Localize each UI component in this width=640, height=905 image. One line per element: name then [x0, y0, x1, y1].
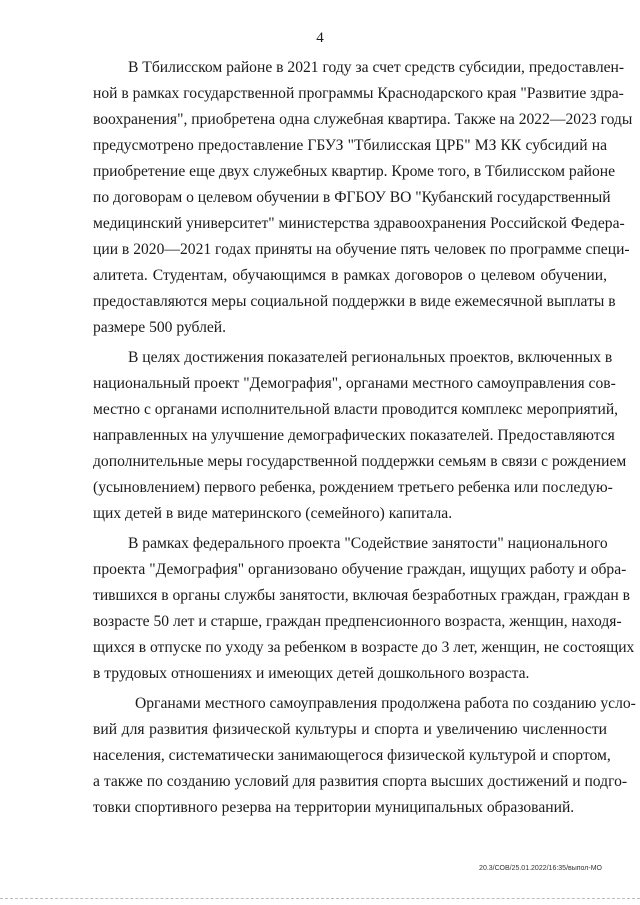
paragraph-3-line-6: в трудовых отношениях и имеющих детей дошкольного возраста. [93, 665, 530, 682]
paragraph-3-line-4: возрасте 50 лет и старше, граждан предпенсионного возраста, женщин, находя- [93, 613, 622, 630]
paragraph-1-line-7: медицинский университет" министерства здравоохранения Российской Федера- [93, 215, 625, 232]
paragraph-1-line-9: алитета. Студентам, обучающимся в рамках договоров о целевом обучении, [93, 267, 607, 284]
paragraph-2-line-6: (усыновлением) первого ребенка, рождением третьего ребенка или последую- [93, 479, 613, 496]
paragraph-1-line-1: В Тбилисском районе в 2021 году за счет средств субсидии, предоставлен- [128, 59, 625, 76]
paragraph-1-line-5: приобретение еще двух служебных квартир. Кроме того, в Тбилисском районе [93, 163, 616, 180]
paragraph-2-line-2: национальный проект "Демография", органами местного самоуправления сов- [93, 375, 616, 392]
paragraph-2-line-5: дополнительные меры государственной поддержки семьям в связи с рождением [93, 453, 627, 470]
paragraph-1-line-10: предоставляются меры социальной поддержки в виде ежемесячной выплаты в [93, 293, 616, 310]
paragraph-1-line-8: ции в 2020—2021 годах приняты на обучение пять человек по программе специ- [93, 241, 630, 258]
paragraph-1-line-4: предусмотрено предоставление ГБУЗ "Тбилисская ЦРБ" МЗ КК субсидий на [93, 137, 607, 154]
paragraph-1-line-6: по договорам о целевом обучении в ФГБОУ ВО "Кубанский государственный [93, 189, 611, 206]
paragraph-3-line-3: тившихся в органы службы занятости, включая безработных граждан, граждан в [93, 587, 630, 604]
paragraph-1-line-2: ной в рамках государственной программы Краснодарского края "Развитие здра- [93, 85, 624, 102]
paragraph-4-line-1: Органами местного самоуправления продолжена работа по созданию усло- [135, 695, 636, 712]
page-number: 4 [316, 30, 324, 46]
paragraph-4-line-5: товки спортивного резерва на территории муниципальных образований. [93, 799, 575, 816]
scan-edge-divider [0, 898, 640, 899]
paragraph-1-line-11: размере 500 рублей. [93, 319, 227, 336]
paragraph-3-line-2: проекта "Демография" организовано обучение граждан, ищущих работу и обра- [93, 561, 627, 578]
paragraph-4-line-4: а также по созданию условий для развития спорта высших достижений и подго- [93, 773, 628, 790]
paragraph-1-line-3: воохранения", приобретена одна служебная квартира. Также на 2022—2023 годы [93, 111, 633, 128]
footer-stamp: 20.3/СОВ/25.01.2022/16:35/выпол-МО [479, 865, 602, 872]
paragraph-4-line-2: вий для развития физической культуры и спорта и увеличению численности [93, 721, 607, 738]
paragraph-3-line-5: щихся в отпуске по уходу за ребенком в возрасте до 3 лет, женщин, не состоящих [93, 639, 635, 656]
paragraph-2-line-1: В целях достижения показателей региональных проектов, включенных в [128, 349, 613, 366]
paragraph-3-line-1: В рамках федерального проекта "Содействие занятости" национального [128, 535, 608, 552]
paragraph-2-line-4: направленных на улучшение демографических показателей. Предоставляются [93, 427, 615, 444]
paragraph-2-line-7: щих детей в виде материнского (семейного) капитала. [93, 505, 453, 522]
paragraph-2-line-3: местно с органами исполнительной власти проводится комплекс мероприятий, [93, 401, 619, 418]
paragraph-4-line-3: населения, систематически занимающегося физической культурой и спортом, [93, 747, 611, 764]
